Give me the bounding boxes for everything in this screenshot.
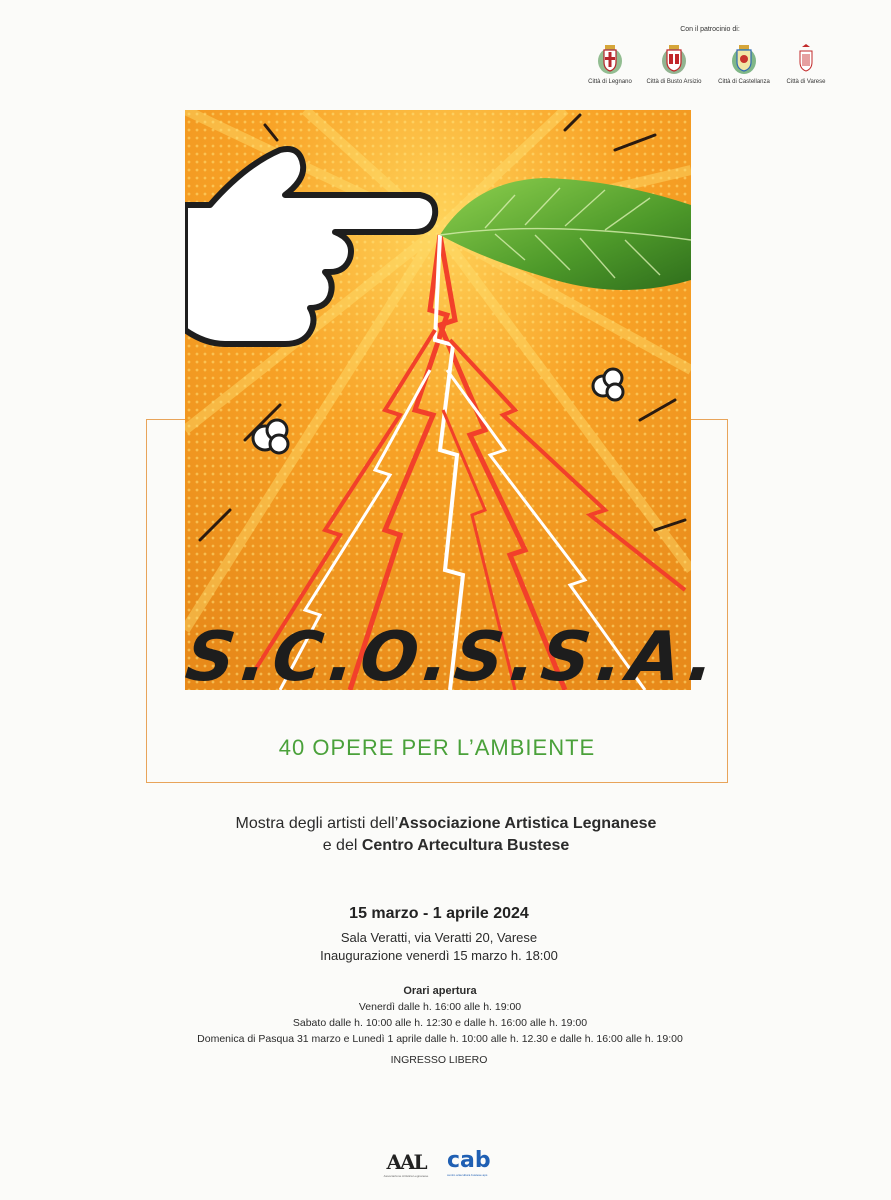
cab-logo	[447, 1148, 507, 1177]
poster-artwork	[185, 110, 691, 690]
centre-name: Centro Artecultura Bustese	[361, 837, 570, 854]
cab-logo-mark: cab	[447, 1148, 491, 1173]
aal-logo-sub: Associazione Artistica Legnanese	[383, 1174, 429, 1178]
varese-crest-icon	[793, 42, 819, 76]
poster-title: S.C.O.S.S.A.	[181, 618, 725, 697]
event-info	[146, 929, 732, 965]
busto-arsizio-crest-icon	[661, 42, 687, 76]
intro-text	[146, 813, 746, 857]
aal-logo-mark: AAL	[386, 1150, 426, 1174]
castellanza-crest-icon	[731, 42, 757, 76]
crest-label: Città di Varese	[786, 79, 826, 85]
crest-label: Città di Legnano	[588, 79, 632, 85]
patronage-label: Con il patrocinio di:	[680, 26, 740, 33]
crest-busto-arsizio	[644, 42, 704, 85]
crest-castellanza	[714, 42, 774, 85]
association-name: Associazione Artistica Legnanese	[398, 815, 657, 832]
hours-line: Venerdì dalle h. 16:00 alle h. 19:00	[358, 1001, 522, 1013]
hours-line: Domenica di Pasqua 31 marzo e Lunedì 1 aprile dalle h. 10:00 alle h. 12.30 e dalle h. 16:00 alle h. 19:00	[197, 1033, 683, 1045]
intro-line2-prefix: e del	[322, 837, 362, 854]
crest-label: Città di Castellanza	[718, 79, 770, 85]
hours-line: Sabato dalle h. 10:00 alle h. 12:30 e dalle h. 16:00 alle h. 19:00	[292, 1017, 588, 1029]
crest-legnano	[580, 42, 640, 85]
hours-title: Orari apertura	[403, 985, 477, 997]
opening-hours	[140, 983, 740, 1047]
event-venue: Sala Veratti, via Veratti 20, Varese	[340, 930, 538, 945]
crest-varese	[776, 42, 836, 85]
event-opening: Inaugurazione venerdì 15 marzo h. 18:00	[320, 948, 558, 963]
legnano-crest-icon	[597, 42, 623, 76]
cab-logo-sub: centro artecultura bustese aps	[447, 1173, 488, 1177]
aal-logo	[380, 1150, 432, 1178]
lightning-hand-illustration	[185, 110, 691, 690]
intro-line1-prefix: Mostra degli artisti dell’	[235, 815, 399, 832]
admission-note: INGRESSO LIBERO	[390, 1054, 488, 1066]
crest-label: Città di Busto Arsizio	[646, 79, 702, 85]
event-dates: 15 marzo - 1 aprile 2024	[349, 905, 529, 922]
poster-subtitle: 40 OPERE PER L’AMBIENTE	[278, 735, 596, 760]
